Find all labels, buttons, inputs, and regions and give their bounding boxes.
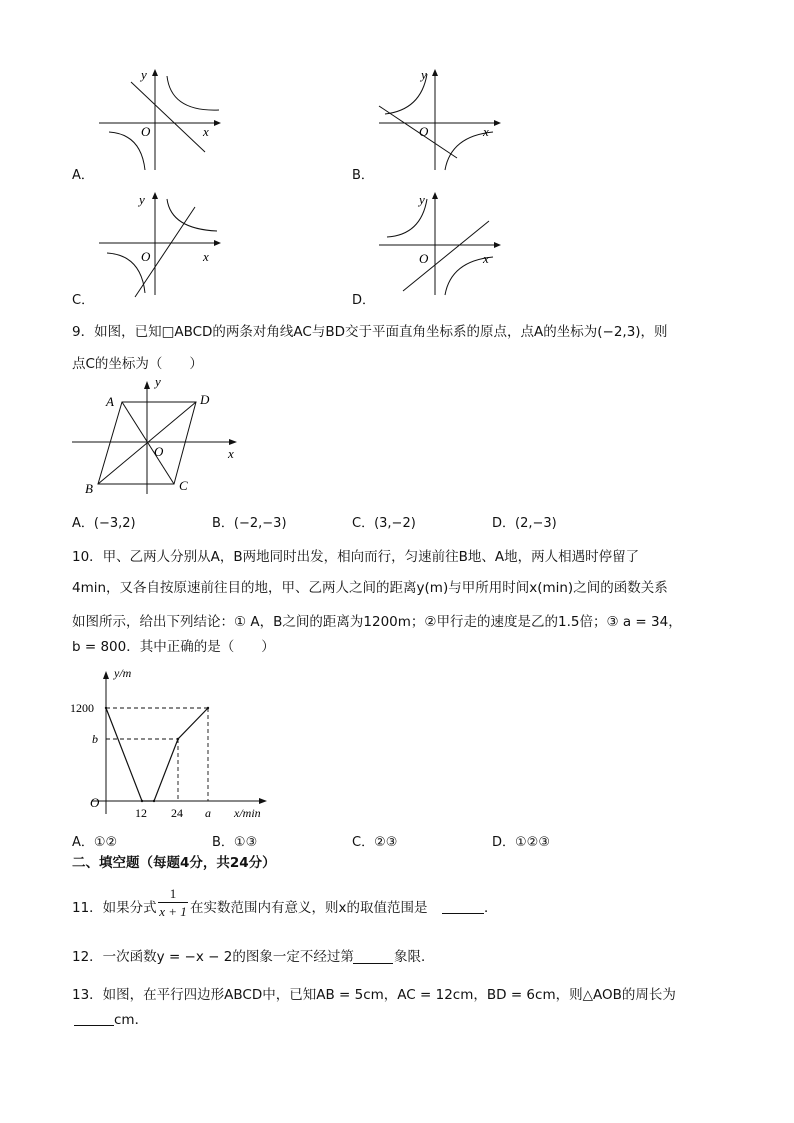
q11-text-post: 在实数范围内有意义，则x的取值范围是 bbox=[190, 900, 428, 916]
data-point-3 bbox=[177, 738, 179, 740]
fraction-denominator: x + 1 bbox=[159, 904, 187, 919]
data-point-4 bbox=[207, 707, 209, 709]
q9-stem-line2: 点C的坐标为（ ） bbox=[72, 356, 203, 372]
q9-option-d[interactable]: D．(2,−3) bbox=[492, 516, 557, 531]
x-axis-label: x bbox=[483, 251, 489, 266]
vertex-a-label: A bbox=[106, 394, 114, 409]
q10-distance-time-chart bbox=[68, 662, 278, 822]
option-c-label[interactable]: C． bbox=[72, 293, 95, 308]
q10-stem-line3: 如图所示，给出下列结论：① A，B之间的距离为1200m；②甲行走的速度是乙的1.5倍；③ a = 34， bbox=[72, 614, 682, 630]
q11-text-end: ． bbox=[484, 900, 498, 916]
vertex-c-label: C bbox=[179, 478, 188, 493]
q9-option-a[interactable]: A．(−3,2) bbox=[72, 516, 136, 531]
y-tick-b: b bbox=[92, 732, 98, 746]
q9-option-b[interactable]: B．(−2,−3) bbox=[212, 516, 287, 531]
q10-stem-line2: 4min，又各自按原速前往目的地，甲、乙两人之间的距离y(m)与甲所用时间x(min)之间的函数关系 bbox=[72, 580, 668, 596]
q8-graph-c bbox=[95, 187, 225, 302]
option-a-label[interactable]: A． bbox=[72, 168, 94, 183]
q13-stem-line1: 13．如图，在平行四边形ABCD中，已知AB = 5cm，AC = 12cm，BD = 6cm，则△AOB的周长为 bbox=[72, 987, 676, 1003]
x-axis-label: x bbox=[203, 249, 209, 264]
x-tick-a: a bbox=[205, 806, 211, 820]
origin-label: O bbox=[141, 124, 151, 139]
origin-label: O bbox=[154, 444, 164, 459]
section-heading: 二、填空题（每题4分，共24分） bbox=[72, 855, 276, 871]
x-axis-label: x bbox=[483, 124, 489, 139]
q9-stem-line1: 9．如图，已知□ABCD的两条对角线AC与BD交于平面直角坐标系的原点，点A的坐标为(−2,3)，则 bbox=[72, 324, 668, 340]
x-tick-24: 24 bbox=[171, 806, 183, 820]
q8-graph-a bbox=[95, 62, 225, 177]
y-tick-1200: 1200 bbox=[70, 701, 94, 715]
q9-option-c[interactable]: C．(3,−2) bbox=[352, 516, 416, 531]
y-axis-arrow bbox=[103, 671, 109, 679]
q11-text-pre: 11．如果分式 bbox=[72, 900, 157, 916]
series-line bbox=[106, 708, 208, 801]
vertex-d-label: D bbox=[200, 392, 210, 407]
q12-text-post: 象限． bbox=[394, 949, 435, 965]
y-axis-label: y bbox=[141, 67, 147, 82]
x-axis-label: x/min bbox=[234, 806, 261, 820]
q10-option-c[interactable]: C．②③ bbox=[352, 835, 398, 850]
q13-answer-blank[interactable] bbox=[74, 1013, 114, 1026]
q11-fraction bbox=[158, 886, 188, 921]
q10-stem-line1: 10．甲、乙两人分别从A，B两地同时出发，相向而行，匀速前往B地、A地，两人相遇时停留了 bbox=[72, 549, 640, 565]
origin-label: O bbox=[419, 124, 429, 139]
q12-text-pre: 12．一次函数y = −x − 2的图象一定不经过第 bbox=[72, 949, 354, 965]
x-axis-arrow bbox=[259, 798, 267, 804]
q12-answer-blank[interactable] bbox=[353, 951, 393, 964]
q8-graph-b bbox=[375, 62, 505, 177]
data-point-1 bbox=[141, 800, 143, 802]
y-axis-label: y bbox=[155, 374, 161, 389]
y-axis-label: y bbox=[139, 192, 145, 207]
q9-parallelogram-figure bbox=[68, 374, 248, 500]
vertex-b-label: B bbox=[85, 481, 93, 496]
y-axis-label: y/m bbox=[114, 666, 132, 680]
x-axis-label: x bbox=[228, 446, 234, 461]
q10-option-a[interactable]: A．①② bbox=[72, 835, 118, 850]
q11-answer-blank[interactable] bbox=[442, 901, 484, 914]
option-b-label[interactable]: B． bbox=[352, 168, 374, 183]
data-point-2 bbox=[153, 800, 155, 802]
origin-label: O bbox=[419, 251, 429, 266]
x-axis-label: x bbox=[203, 124, 209, 139]
origin-label: O bbox=[141, 249, 151, 264]
fraction-numerator: 1 bbox=[169, 886, 177, 901]
q8-graph-d bbox=[375, 187, 505, 302]
q10-option-b[interactable]: B．①③ bbox=[212, 835, 258, 850]
y-axis-label: y bbox=[419, 192, 425, 207]
option-d-label[interactable]: D． bbox=[352, 293, 376, 308]
x-tick-12: 12 bbox=[135, 806, 147, 820]
data-point-0 bbox=[105, 707, 107, 709]
q10-stem-line4: b = 800．其中正确的是（ ） bbox=[72, 639, 275, 655]
q13-stem-line2: cm． bbox=[114, 1012, 149, 1028]
q10-option-d[interactable]: D．①②③ bbox=[492, 835, 550, 850]
y-axis-label: y bbox=[421, 67, 427, 82]
origin-label: O bbox=[90, 795, 100, 810]
